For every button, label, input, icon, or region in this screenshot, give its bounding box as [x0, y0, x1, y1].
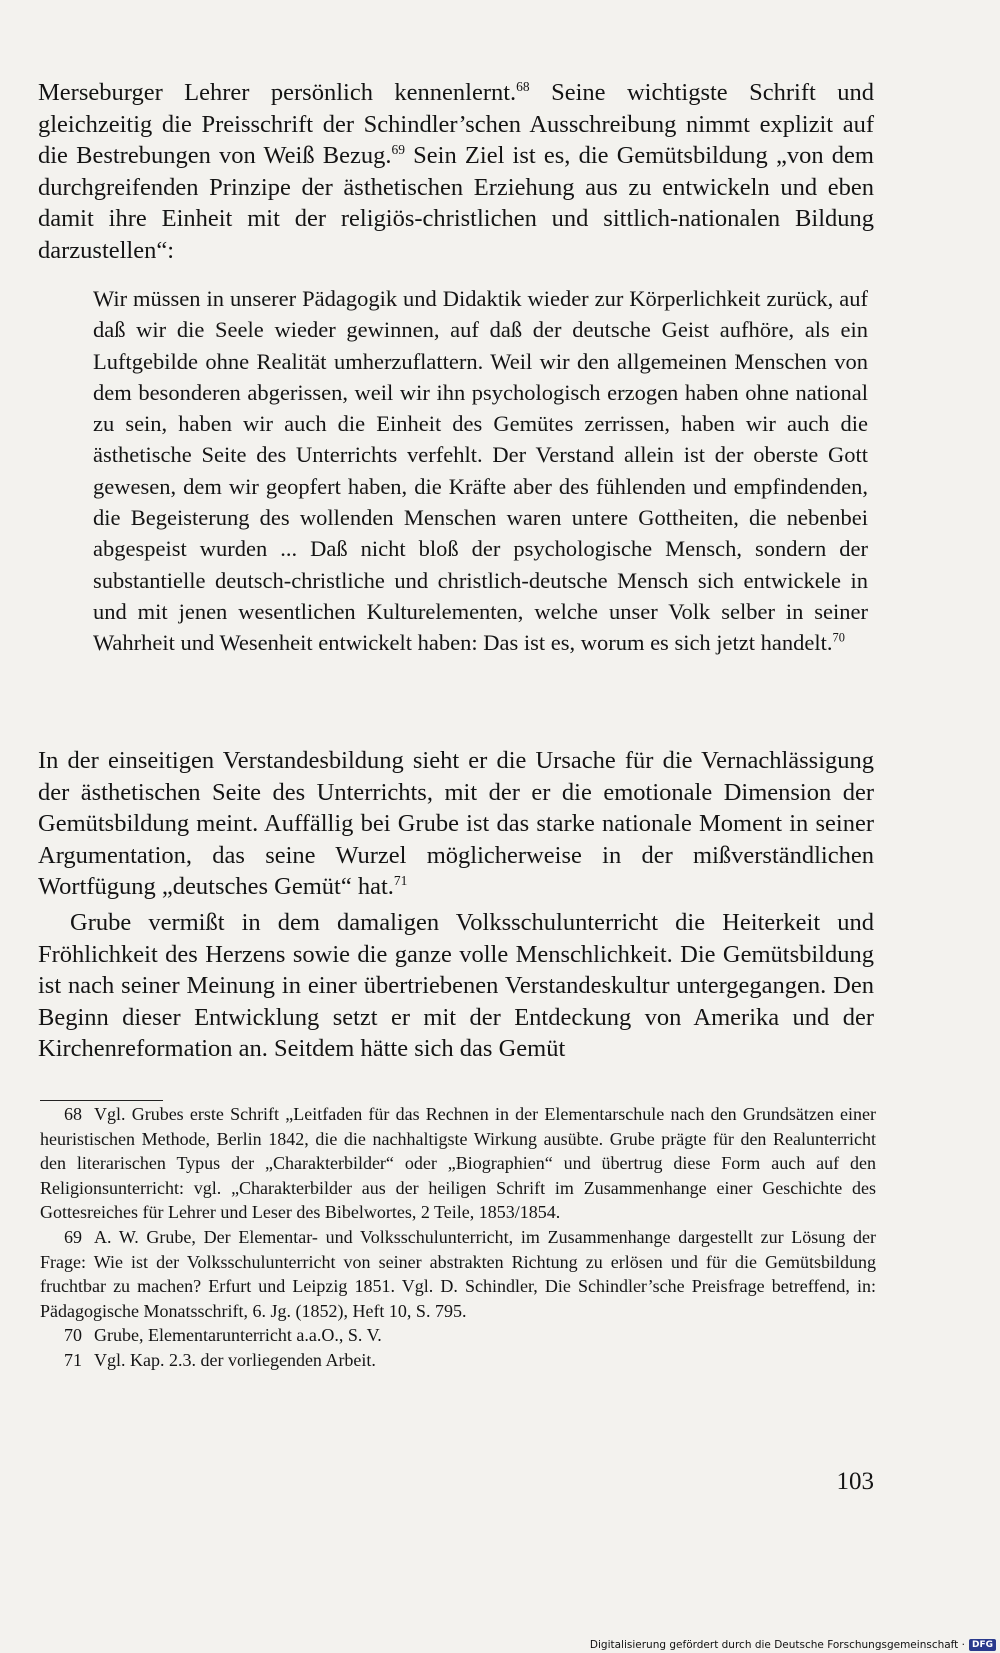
page-number: 103 [836, 1468, 874, 1495]
paragraph-3 [38, 907, 874, 1065]
footnote-separator [40, 1100, 163, 1101]
footnote-text: Grube, Elementarunterricht a.a.O., S. V. [94, 1325, 382, 1346]
block-quote-text: Wir müssen in unserer Pädagogik und Didaktik wieder zur Körperlichkeit zurück, auf daß wir die Seele wieder gewinnen, auf daß der deutsche Geist aufhöre, als ein Luftgebilde ohne Realität umherzuflattern. Weil wir den allgemeinen Menschen von dem besonderen abgerissen, weil wir ihn psychologisch erzogen haben ohne national zu sein, haben wir auch die Einheit des Gemütes zerrissen, haben wir auch die ästhetische Seite des Unterrichts verfehlt. Der Verstand allein ist der oberste Gott gewesen, dem wir geopfert haben, die Kräfte aber des fühlenden und empfindenden, die Begeisterung des wollenden Menschen waren untere Gottheiten, die nebenbei abgespeist wurden ... Daß nicht bloß der psychologische Mensch, sondern der substantielle deutsch-christliche und christlich-deutsche Mensch sich entwickele in und mit jenen wesentlichen Kulturelementen, welche unser Volk selber in seiner Wahrheit und Wesenheit entwickelt haben: Das ist es, worum es sich jetzt handelt. [93, 286, 868, 656]
footnote-ref-69[interactable]: 69 [391, 142, 405, 158]
footnote-text: A. W. Grube, Der Elementar- und Volksschulunterricht, im Zusammenhange dargestellt zur Lösung der Frage: Wie ist der Volksschulunterricht von seiner abstrakten Richtung zu erlösen und für die Gemütsbildung fruchtbar zu machen? Erfurt und Leipzig 1851. Vgl. D. Schindler, Die Schindler’sche Preisfrage betreffend, in: Pädagogische Monatsschrift, 6. Jg. (1852), Heft 10, S. 795. [40, 1226, 876, 1321]
paragraph-1-text-c: Sein Ziel ist es, die Gemütsbildung „von dem durchgreifenden Prinzipe der ästhetischen Erziehung aus zu entwickeln und eben damit ihre Einheit mit der religiös-christlichen und sittlich-nationalen Bildung darzustellen“: [38, 142, 874, 264]
paragraph-1-text-b: Seine wichtigste Schrift und gleichzeitig die Preisschrift der Schindler’schen Ausschreibung nimmt explizit auf die Bestrebungen von Weiß Bezug. [38, 79, 874, 170]
paragraph-3-text: Grube vermißt in dem damaligen Volksschulunterricht die Heiterkeit und Fröhlichkeit des Herzens sowie die ganze volle Menschlichkeit. Die Gemütsbildung ist nach seiner Meinung in einer übertriebenen Verstandeskultur untergegangen. Den Beginn dieser Entwicklung setzt er mit der Entdeckung von Amerika und der Kirchenreformation an. Seitdem hätte sich das Gemüt [38, 909, 874, 1063]
paragraph-2-text: In der einseitigen Verstandesbildung sieht er die Ursache für die Vernachlässigung der ästhetischen Seite des Unterrichts, mit der er die emotionale Dimension der Gemütsbildung meint. Auffällig bei Grube ist das starke nationale Moment in seiner Argumentation, das seine Wurzel möglicherweise in der mißverständlichen Wortfügung „deutsches Gemüt“ hat. [38, 747, 874, 901]
block-quote [93, 283, 868, 659]
footnotes [40, 1102, 876, 1373]
footnote-71 [40, 1348, 876, 1373]
paragraph-2 [38, 745, 874, 903]
footnote-ref-71[interactable]: 71 [393, 873, 408, 889]
paragraph-1 [38, 77, 874, 267]
paragraph-1-text-a: Merseburger Lehrer persönlich kennenlernt. [38, 79, 517, 106]
footnote-number: 69 [64, 1226, 82, 1247]
footnote-ref-68[interactable]: 68 [516, 78, 530, 94]
footnote-number: 71 [64, 1349, 82, 1370]
footnote-text: Vgl. Kap. 2.3. der vorliegenden Arbeit. [94, 1349, 376, 1370]
dfg-logo-icon: DFG [969, 1639, 996, 1651]
funding-credit [590, 1639, 996, 1651]
footnote-number: 68 [64, 1104, 82, 1124]
footnote-70 [40, 1323, 876, 1348]
footnote-69 [40, 1225, 876, 1323]
footnote-ref-70[interactable]: 70 [832, 630, 845, 645]
credit-text: Digitalisierung gefördert durch die Deutsche Forschungsgemeinschaft · [589, 1639, 965, 1651]
footnote-text: Vgl. Grubes erste Schrift „Leitfaden für das Rechnen in der Elementarschule nach den Grundsätzen einer heuristischen Methode, Berlin 1842, die die nachhaltigste Wirkung ausübte. Grube prägte für den Realunterricht den literarischen Typus der „Charakterbilder“ oder „Biographien“ und übertrug diese Form auch auf den Religionsunterricht: vgl. „Charakterbilder aus der heiligen Schrift im Zusammenhange einer Geschichte des Gottesreiches für Lehrer und Leser des Bibelwortes, 2 Teile, 1853/1854. [40, 1104, 876, 1223]
footnote-number: 70 [64, 1325, 82, 1346]
footnote-68 [40, 1102, 876, 1225]
